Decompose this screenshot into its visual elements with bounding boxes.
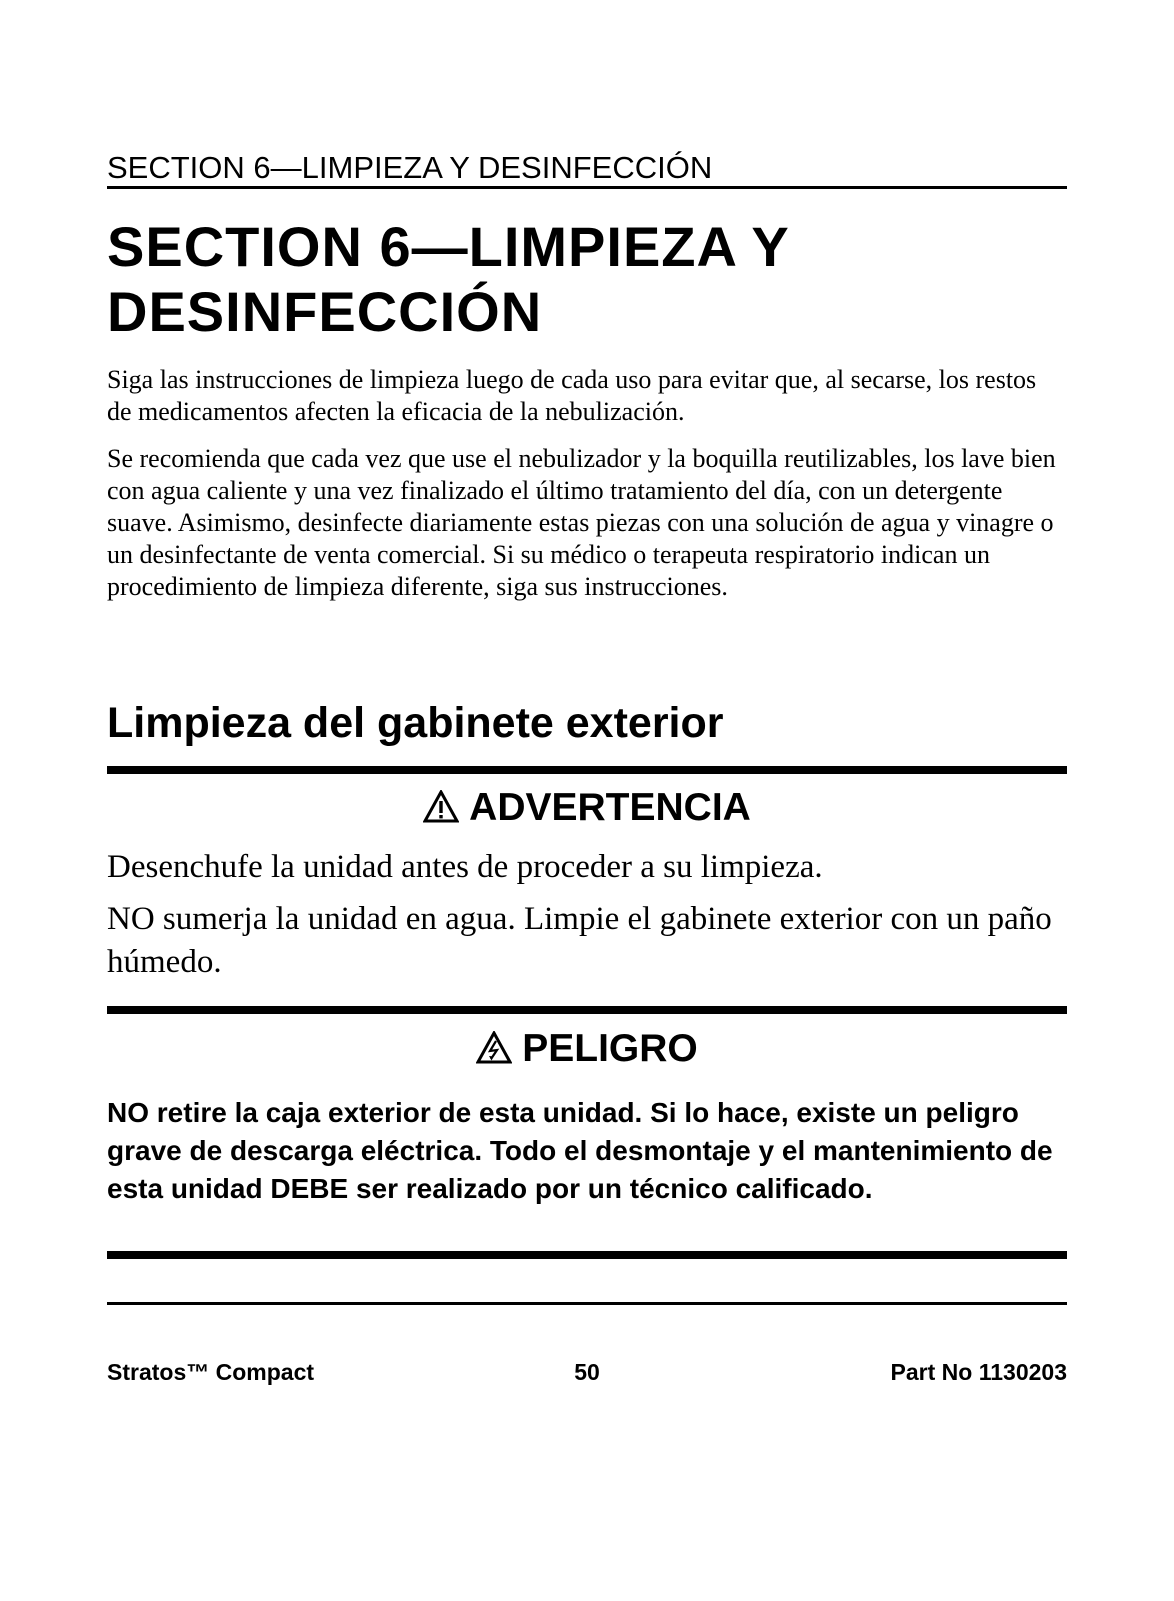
- danger-label: PELIGRO: [522, 1027, 698, 1070]
- danger-heading: [107, 1027, 1067, 1071]
- footer-part-number: Part No 1130203: [890, 1359, 1067, 1385]
- running-head: SECTION 6—LIMPIEZA Y DESINFECCIÓN: [107, 150, 713, 185]
- warning-line-1: Desenchufe la unidad antes de proceder a su limpieza.: [107, 849, 823, 885]
- section-title: SECTION 6—LIMPIEZA Y DESINFECCIÓN: [107, 215, 789, 343]
- footer-rule: [107, 1302, 1067, 1305]
- subsection-title: Limpieza del gabinete exterior: [107, 699, 724, 747]
- warning-triangle-icon: [423, 790, 459, 823]
- footer-product: Stratos™ Compact: [107, 1359, 315, 1385]
- warning-top-rule: [107, 766, 1067, 774]
- danger-top-rule: [107, 1006, 1067, 1014]
- danger-text: NO retire la caja exterior de esta unidad. Si lo hace, existe un peligro grave de descarga eléctrica. Todo el desmontaje y el mantenimiento de esta unidad DEBE ser realizado por un técnico calificado.: [107, 1097, 1053, 1204]
- warning-heading: [107, 786, 1067, 830]
- intro-paragraph-1: Siga las instrucciones de limpieza luego de cada uso para evitar que, al secarse, los restos de medicamentos afecten la eficacia de la nebulización.: [107, 365, 1037, 426]
- intro-paragraph-2: Se recomienda que cada vez que use el nebulizador y la boquilla reutilizables, los lave bien con agua caliente y una vez finalizado el último tratamiento del día, con un detergente suave. Asimismo, desinfecte diariamente estas piezas con una solución de agua y vinagre o un desinfectante de venta comercial. Si su médico o terapeuta respiratorio indican un procedimiento de limpieza diferente, siga sus instrucciones.: [107, 444, 1056, 601]
- header-rule: [107, 186, 1067, 189]
- footer-page-number: 50: [574, 1359, 600, 1385]
- warning-line-2: NO sumerja la unidad en agua. Limpie el gabinete exterior con un paño húmedo.: [107, 901, 1052, 980]
- warning-label: ADVERTENCIA: [469, 786, 751, 829]
- electrical-hazard-icon: [476, 1031, 512, 1064]
- danger-bottom-rule: [107, 1251, 1067, 1259]
- footer: [107, 1356, 1067, 1388]
